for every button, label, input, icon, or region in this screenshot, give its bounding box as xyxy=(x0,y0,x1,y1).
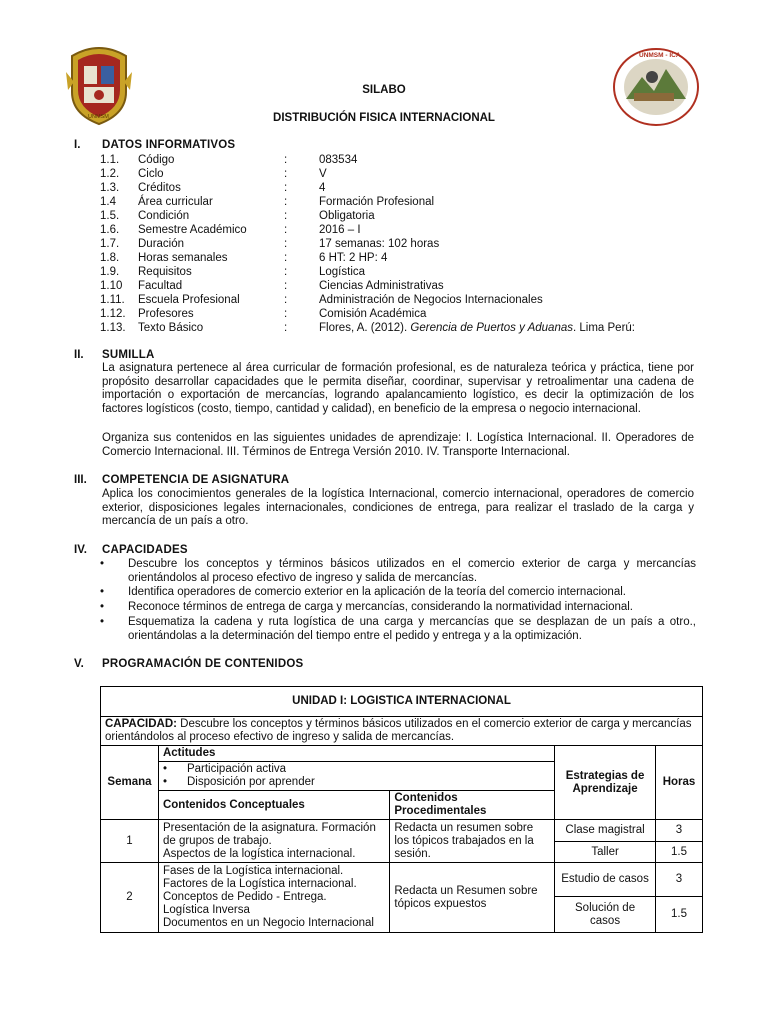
datos-separator: : xyxy=(284,266,288,278)
actitud-item xyxy=(163,763,550,776)
bullet-icon: • xyxy=(100,558,105,570)
datos-label: Condición xyxy=(138,210,190,222)
datos-number: 1.8. xyxy=(100,252,120,264)
capacidad-text: Reconoce términos de entrega de carga y mercancías, considerando la normatividad internacional. xyxy=(128,601,634,613)
section-5-title: PROGRAMACIÓN DE CONTENIDOS xyxy=(102,658,304,670)
estrategias-header: Estrategias de Aprendizaje xyxy=(555,746,656,820)
datos-label: Texto Básico xyxy=(138,322,204,334)
semana-cell: 1 xyxy=(101,820,159,863)
datos-row xyxy=(0,265,768,279)
concept-line: Fases de la Logística internacional. xyxy=(162,865,344,877)
horas-cell: 1.5 xyxy=(656,897,703,933)
datos-label: Ciclo xyxy=(138,168,164,180)
estrategia-cell: Clase magistral xyxy=(555,820,656,842)
concept-line: Conceptos de Pedido - Entrega. xyxy=(162,891,327,903)
section-2-number: II. xyxy=(74,349,84,361)
estrategia-cell: Estudio de casos xyxy=(555,863,656,897)
bullet-icon: • xyxy=(100,586,105,598)
datos-row xyxy=(0,223,768,237)
actitud-item xyxy=(163,776,550,789)
sumilla-paragraph-2: Organiza sus contenidos en las siguientes unidades de aprendizaje: I. Logística Internacional. II. Operadores de Comercio Internacional. III. Términos de Entrega Versión 2010. IV. Transporte Internacional. xyxy=(102,432,694,458)
section-4-number: IV. xyxy=(74,544,88,556)
datos-value: Comisión Académica xyxy=(319,308,427,320)
capacidad-cell xyxy=(101,717,703,746)
datos-separator: : xyxy=(284,168,288,180)
concept-line: Factores de la Logística internacional. xyxy=(162,878,357,890)
citation-author: Flores, A. (2012). xyxy=(319,322,411,334)
datos-number: 1.11. xyxy=(100,294,125,306)
datos-label: Facultad xyxy=(138,280,183,292)
datos-value: V xyxy=(319,168,327,180)
section-5-number: V. xyxy=(74,658,84,670)
actitud-text: Participación activa xyxy=(186,763,287,775)
actitud-text: Disposición por aprender xyxy=(186,776,315,788)
capacidad-text: Descubre los conceptos y términos básicos utilizados en el comercio exterior de carga y mercancías orientándolos al proceso efectivo de ingreso y salida de mercancías. xyxy=(105,718,692,743)
datos-number: 1.7. xyxy=(100,238,120,250)
competencia-paragraph: Aplica los conocimientos generales de la logística Internacional, comercio internacional, operadores de comercio exterior, disposiciones legales internacionales, condiciones de entrega, para realizar el traslado de la carga y mercancía de un país a otro. xyxy=(102,488,694,528)
datos-separator: : xyxy=(284,280,288,292)
bullet-icon: • xyxy=(100,601,105,613)
conceptuales-header: Contenidos Conceptuales xyxy=(158,791,389,820)
bullet-icon: • xyxy=(162,763,167,775)
procedimental-cell: Redacta un Resumen sobre tópicos expuestos xyxy=(390,863,555,933)
datos-separator: : xyxy=(284,210,288,222)
datos-number: 1.13. xyxy=(100,322,126,334)
datos-label: Duración xyxy=(138,238,185,250)
datos-value xyxy=(319,321,635,335)
datos-label: Profesores xyxy=(138,308,194,320)
capacidad-text: Descubre los conceptos y términos básicos utilizados en el comercio exterior de carga y mercancías orientándolos al proceso efectivo de ingreso y salida de mercancías. xyxy=(128,558,696,584)
estrategia-cell: Taller xyxy=(555,842,656,863)
datos-row xyxy=(0,293,768,307)
datos-number: 1.3. xyxy=(100,182,120,194)
horas-cell: 3 xyxy=(656,863,703,897)
concept-line: Logística Inversa xyxy=(162,904,250,916)
datos-value: 083534 xyxy=(319,154,358,166)
datos-row xyxy=(0,279,768,293)
datos-separator: : xyxy=(284,224,288,236)
datos-row xyxy=(0,321,768,335)
datos-separator: : xyxy=(284,252,288,264)
datos-separator: : xyxy=(284,294,288,306)
section-3-number: III. xyxy=(74,474,87,486)
section-2-title: SUMILLA xyxy=(102,349,155,361)
datos-label: Semestre Académico xyxy=(138,224,247,236)
datos-row xyxy=(0,181,768,195)
datos-separator: : xyxy=(284,238,288,250)
section-4-title: CAPACIDADES xyxy=(102,544,188,556)
unit-title-cell: UNIDAD I: LOGISTICA INTERNACIONAL xyxy=(101,687,703,717)
horas-cell: 3 xyxy=(656,820,703,842)
semana-header: Semana xyxy=(101,746,159,820)
procedimentales-header: Contenidos Procedimentales xyxy=(390,791,555,820)
datos-label: Escuela Profesional xyxy=(138,294,240,306)
datos-value: Administración de Negocios Internacionales xyxy=(319,294,543,306)
datos-row xyxy=(0,237,768,251)
datos-number: 1.1. xyxy=(100,154,120,166)
concept-line: Presentación de la asignatura. Formación de grupos de trabajo. xyxy=(162,821,376,847)
datos-value: Ciencias Administrativas xyxy=(319,280,444,292)
datos-label: Horas semanales xyxy=(138,252,228,264)
datos-label: Créditos xyxy=(138,182,181,194)
datos-row xyxy=(0,307,768,321)
datos-value: 4 xyxy=(319,182,326,194)
unit-table xyxy=(100,686,703,933)
actitudes-header: Actitudes xyxy=(158,746,554,762)
datos-separator: : xyxy=(284,154,288,166)
conceptuales-cell xyxy=(158,863,389,933)
concept-line: Documentos en un Negocio Internacional xyxy=(162,917,374,929)
concept-line: Aspectos de la logística internacional. xyxy=(162,847,356,860)
section-1-number: I. xyxy=(74,139,81,151)
datos-row xyxy=(0,167,768,181)
bullet-icon: • xyxy=(162,776,167,788)
capacidad-label: CAPACIDAD: xyxy=(105,718,177,730)
datos-number: 1.2. xyxy=(100,168,120,180)
conceptuales-cell xyxy=(158,820,389,863)
datos-value: Logística xyxy=(319,266,366,278)
section-1-title: DATOS INFORMATIVOS xyxy=(102,139,236,151)
sumilla-paragraph-1: La asignatura pertenece al área curricular de formación profesional, es de naturaleza teórica y práctica, tiene por propósito desarrollar capacidades que le permita diseñar, coordinar, supervisar y retroalimentar una cadena de importación o exportación de mercancías, logrando apalancamiento logístico, es decir la optimización de los factores logísticos (costo, tiempo, cantidad y calidad), en beneficio de la empresa o negocio internacional. xyxy=(102,362,694,415)
datos-separator: : xyxy=(284,308,288,320)
datos-number: 1.4 xyxy=(100,196,116,208)
datos-value: 17 semanas: 102 horas xyxy=(319,238,440,250)
semana-cell: 2 xyxy=(101,863,159,933)
section-3-title: COMPETENCIA DE ASIGNATURA xyxy=(102,474,290,486)
capacidad-text: Esquematiza la cadena y ruta logística de una carga y mercancías que se desplazan de un país a otro., orientándolas a la determinación del tiempo entre el pedido y entrega y a la optimización. xyxy=(128,616,696,642)
datos-row xyxy=(0,251,768,265)
datos-value: Obligatoria xyxy=(319,210,375,222)
capacidad-text: Identifica operadores de comercio exterior en la aplicación de la teoría del comercio internacional. xyxy=(128,586,626,598)
course-title: DISTRIBUCIÓN FISICA INTERNACIONAL xyxy=(273,112,495,124)
document-title: SILABO xyxy=(362,84,406,96)
unmsm-ica-logo-text: UNMSM - ICA xyxy=(639,52,681,59)
datos-value: Formación Profesional xyxy=(319,196,435,208)
datos-number: 1.9. xyxy=(100,266,120,278)
datos-separator: : xyxy=(284,196,288,208)
datos-number: 1.12. xyxy=(100,308,126,320)
datos-row xyxy=(0,153,768,167)
datos-label: Área curricular xyxy=(138,196,213,208)
crest-logo-text: UNMSM xyxy=(88,114,109,120)
horas-header: Horas xyxy=(656,746,703,820)
datos-label: Requisitos xyxy=(138,266,192,278)
bullet-icon: • xyxy=(100,616,105,628)
datos-row xyxy=(0,209,768,223)
actitudes-cell xyxy=(158,762,554,791)
datos-number: 1.6. xyxy=(100,224,120,236)
datos-separator: : xyxy=(284,182,288,194)
datos-number: 1.10 xyxy=(100,280,123,292)
citation-place: . Lima Perú: xyxy=(573,322,635,334)
horas-cell: 1.5 xyxy=(656,842,703,863)
datos-row xyxy=(0,195,768,209)
datos-value: 6 HT: 2 HP: 4 xyxy=(319,252,388,264)
estrategia-cell: Solución de casos xyxy=(555,897,656,933)
datos-number: 1.5. xyxy=(100,210,120,222)
citation-title: Gerencia de Puertos y Aduanas xyxy=(410,322,573,334)
procedimental-cell: Redacta un resumen sobre los tópicos trabajados en la sesión. xyxy=(390,820,555,863)
datos-label: Código xyxy=(138,154,175,166)
datos-value: 2016 – I xyxy=(319,224,361,236)
datos-separator: : xyxy=(284,322,288,334)
